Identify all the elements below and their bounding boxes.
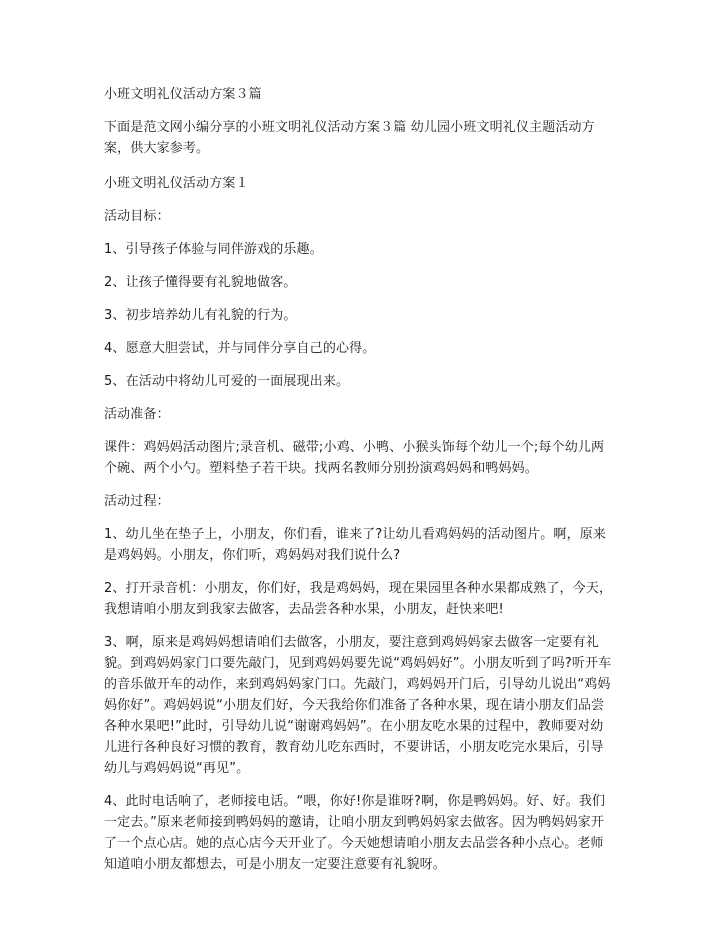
goal-item: 1、引导孩子体验与同伴游戏的乐趣。 — [104, 242, 323, 257]
process-step: 2、打开录音机：小朋友，你们好，我是鸡妈妈，现在果园里各种水果都成熟了，今天，我想请咱小朋友到我家去做客，去品尝各种水果，小朋友，赶快来吧! — [104, 581, 613, 617]
process-heading: 活动过程： — [104, 494, 170, 509]
goal-item: 4、愿意大胆尝试，并与同伴分享自己的心得。 — [104, 341, 376, 356]
goals-heading: 活动目标： — [104, 209, 170, 224]
goal-item: 5、在活动中将幼儿可爱的一面展现出来。 — [104, 374, 350, 389]
process-step: 1、幼儿坐在垫子上，小朋友，你们看，谁来了?让幼儿看鸡妈妈的活动图片。啊，原来是鸡妈妈。小朋友，你们听，鸡妈妈对我们说什么? — [104, 527, 607, 563]
prep-heading: 活动准备： — [104, 407, 170, 422]
document-page — [104, 84, 616, 887]
goal-item: 3、初步培养幼儿有礼貌的行为。 — [104, 308, 297, 323]
process-step: 3、啊，原来是鸡妈妈想请咱们去做客，小朋友，要注意到鸡妈妈家去做客一定要有礼貌。到鸡妈妈家门口要先敲门，见到鸡妈妈要先说“鸡妈妈好”。小朋友听到了吗?听开车的音乐做开车的动作，来到鸡妈妈家门口。先敲门，鸡妈妈开门后，引导幼儿说出“鸡妈妈你好”。鸡妈妈说“小朋友们好，今天我给你们准备了各种水果，现在请小朋友们品尝各种水果吧!”此时，引导幼儿说“谢谢鸡妈妈”。在小朋友吃水果的过程中，教师要对幼儿进行各种良好习惯的教育，教育幼儿吃东西时，不要讲话，小朋友吃完水果后，引导幼儿与鸡妈妈说“再见”。 — [104, 635, 612, 776]
document-title: 小班文明礼仪活动方案３篇 — [104, 87, 262, 102]
prep-paragraph: 课件：鸡妈妈活动图片;录音机、磁带;小鸡、小鸭、小猴头饰每个幼儿一个;每个幼儿两个碗、两个小勺。塑料垫子若干块。找两名教师分别扮演鸡妈妈和鸭妈妈。 — [104, 440, 605, 476]
intro-paragraph: 下面是范文网小编分享的小班文明礼仪活动方案３篇 幼儿园小班文明礼仪主题活动方案，供大家参考。 — [104, 120, 595, 156]
process-step: 4、此时电话响了，老师接电话。“喂，你好!你是谁呀?啊，你是鸭妈妈。好、好。我们一定去。”原来老师接到鸭妈妈的邀请，让咱小朋友到鸭妈妈家去做客。因为鸭妈妈家开了一个点心店。她的点心店今天开业了。今天她想请咱小朋友去品尝各种小点心。老师知道咱小朋友都想去，可是小朋友一定要注意要有礼貌呀。 — [104, 794, 606, 872]
goal-item: 2、让孩子懂得要有礼貌地做客。 — [104, 275, 297, 290]
plan-title: 小班文明礼仪活动方案１ — [104, 176, 249, 191]
